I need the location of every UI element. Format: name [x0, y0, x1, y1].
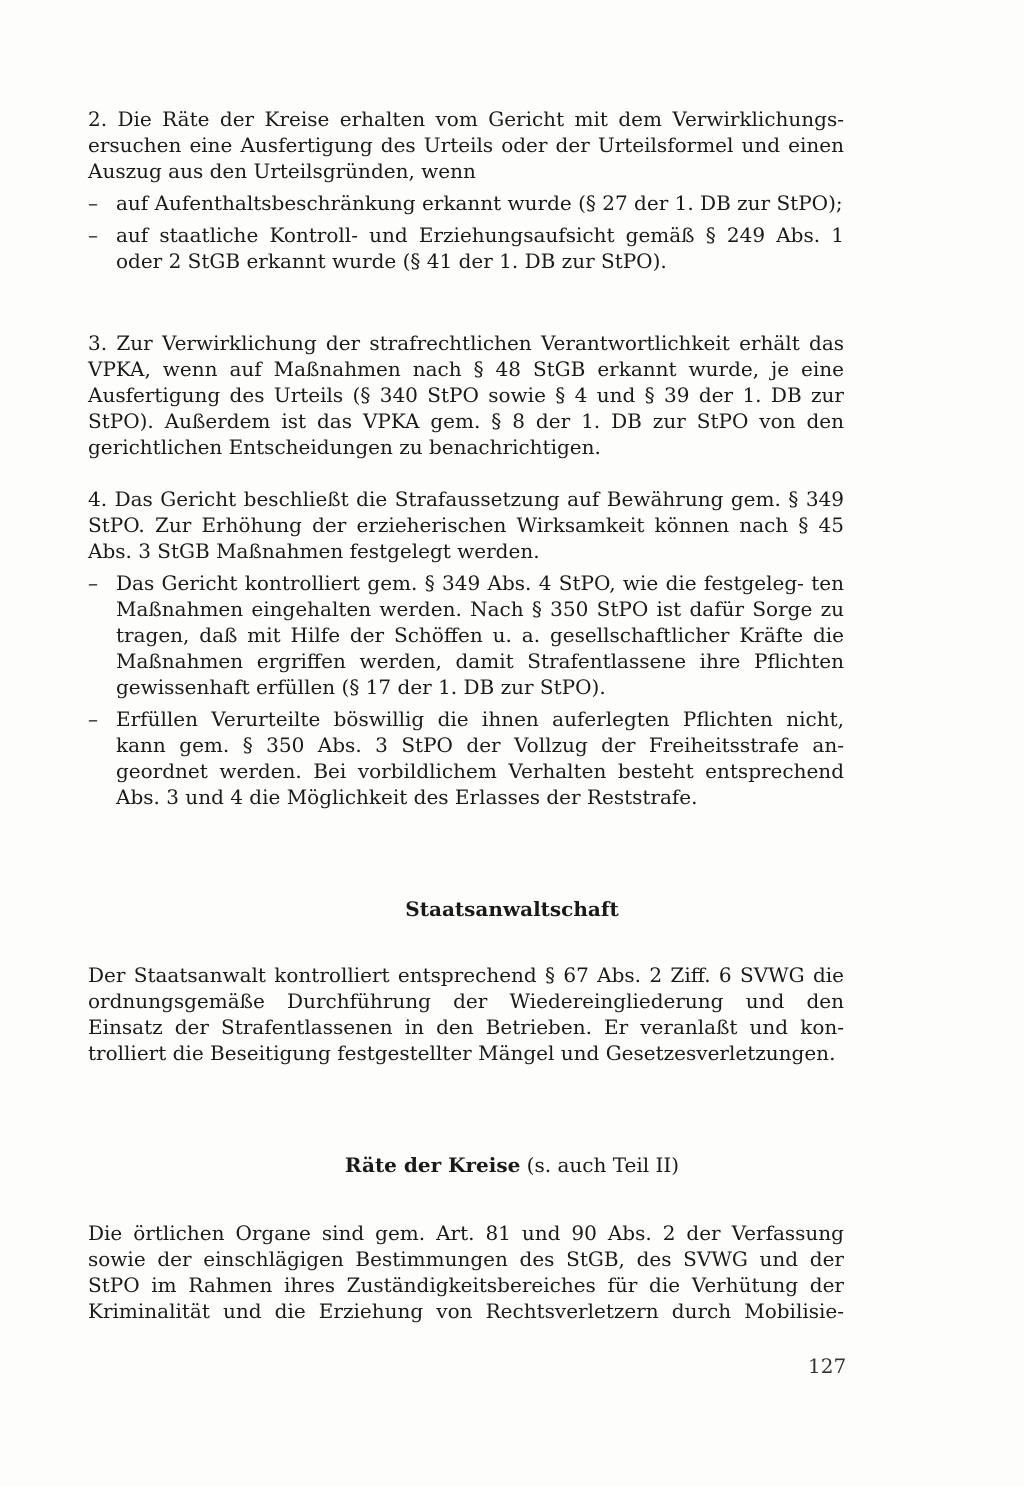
- section-3: [88, 330, 844, 460]
- heading-text-bold: Räte der Kreise: [344, 1153, 521, 1177]
- heading-staatsanwaltschaft: [0, 896, 1024, 922]
- heading-text: Staatsanwaltschaft: [405, 897, 619, 921]
- section-4: [88, 486, 844, 810]
- list-item: [88, 190, 844, 216]
- section-2: [88, 106, 844, 274]
- list-item: [88, 570, 844, 700]
- section-3-text: 3. Zur Verwirklichung der strafrechtlichen Verantwortlichkeit erhält das VPKA, wenn auf Maßnahmen nach § 48 StGB erkannt wurde, je eine Ausfertigung des Urteils (§ 340 StPO sowie § 4 und § 39 der 1. DB zur StPO). Außerdem ist das VPKA gem. § 8 der 1. DB zur StPO von den gerichtlichen Entscheidungen zu benachrichtigen.: [88, 331, 844, 459]
- raete-text: Die örtlichen Organe sind gem. Art. 81 und 90 Abs. 2 der Verfassung sowie der einschlägigen Bestimmungen des StGB, des SVWG und der StPO im Rahmen ihres Zuständigkeitsbereiches für die Verhütung der Kriminalität und die Erziehung von Rechtsverletzern durch Mobilisie-: [88, 1221, 844, 1323]
- dash-marker: –: [88, 707, 98, 731]
- list-item: [88, 222, 844, 274]
- list-item-text: Das Gericht kontrolliert gem. § 349 Abs. 4 StPO, wie die festgeleg- ten Maßnahmen eingehalten werden. Nach § 350 StPO ist dafür Sorge zu tragen, daß mit Hilfe der Schöffen u. a. gesellschaftlicher Kräfte die Maßnahmen ergriffen werden, damit Strafentlassene ihre Pflichten gewissenhaft erfüllen (§ 17 der 1. DB zur StPO).: [116, 571, 844, 699]
- dash-marker: –: [88, 191, 98, 215]
- section-4-intro: 4. Das Gericht beschließt die Strafaussetzung auf Bewährung gem. § 349 StPO. Zur Erhöhung der erzieherischen Wirksamkeit können nach § 45 Abs. 3 StGB Maßnahmen festgelegt werden.: [88, 487, 844, 563]
- section-4-bullets: [88, 570, 844, 810]
- section-2-bullets: [88, 190, 844, 274]
- staatsanwaltschaft-text: Der Staatsanwalt kontrolliert entsprechend § 67 Abs. 2 Ziff. 6 SVWG die ordnungsgemäße Durchführung der Wiedereingliederung und den Einsatz der Strafentlassenen in den Betrieben. Er veranlaßt und kon- trolliert die Beseitigung festgestellter Mängel und Gesetzesverletzungen.: [88, 963, 844, 1065]
- list-item-text: Erfüllen Verurteilte böswillig die ihnen auferlegten Pflichten nicht, kann gem. § 350 Abs. 3 StPO der Vollzug der Freiheitsstrafe an- geordnet werden. Bei vorbildlichem Verhalten besteht entsprechend Abs. 3 und 4 die Möglichkeit des Erlasses der Reststrafe.: [116, 707, 844, 809]
- dash-marker: –: [88, 223, 98, 247]
- heading-raete-der-kreise: [0, 1152, 1024, 1178]
- list-item-text: auf Aufenthaltsbeschränkung erkannt wurde (§ 27 der 1. DB zur StPO);: [116, 191, 843, 215]
- dash-marker: –: [88, 571, 98, 595]
- list-item-text: auf staatliche Kontroll- und Erziehungsaufsicht gemäß § 249 Abs. 1 oder 2 StGB erkannt wurde (§ 41 der 1. DB zur StPO).: [116, 223, 844, 273]
- section-2-intro: 2. Die Räte der Kreise erhalten vom Gericht mit dem Verwirklichungs- ersuchen eine Ausfertigung des Urteils oder der Urteilsformel und einen Auszug aus den Urteilsgründen, wenn: [88, 107, 844, 183]
- page-number: 127: [808, 1354, 847, 1378]
- heading-text-rest: (s. auch Teil II): [520, 1153, 680, 1177]
- section-raete: [88, 1220, 844, 1324]
- section-staatsanwaltschaft: [88, 962, 844, 1066]
- list-item: [88, 706, 844, 810]
